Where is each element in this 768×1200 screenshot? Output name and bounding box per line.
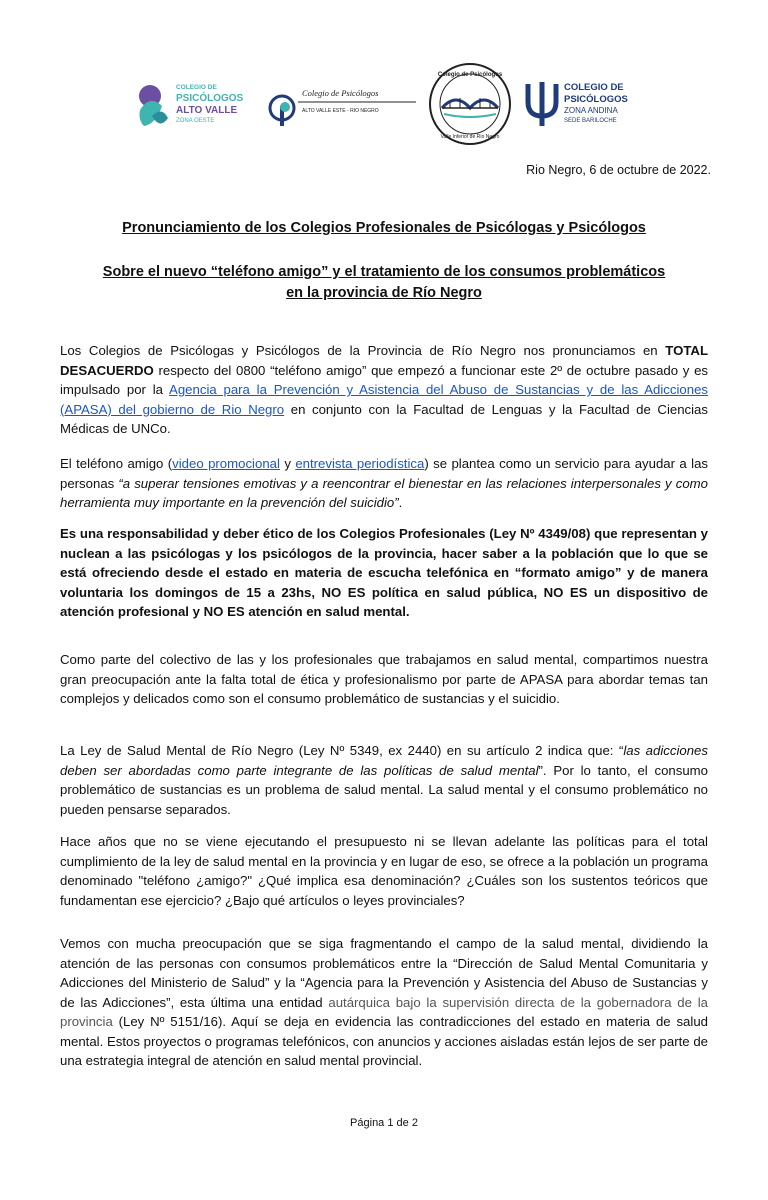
subtitle-line2: en la provincia de Río Negro — [286, 285, 482, 302]
p5-quote: las adicciones deben ser abordadas como parte integrante de las políticas de salud mental — [60, 743, 708, 778]
p1-text-d: en conjunto con la Facultad de Lenguas y la Facultad de Ciencias Médicas de UNCo. — [60, 401, 708, 437]
paragraph-3-bold: Es una responsabilidad y deber ético de los Colegios Profesionales (Ley Nº 4349/08) que representan y nuclean a las psicólogas y los psicólogos de la provincia, hacer saber a la población que lo que se está ofreciendo desde el estado en materia de escucha telefónica en “formato amigo” y de manera voluntaria los domingos de 15 a 23hs, NO ES política en salud pública, NO ES un dispositivo de atención profesional y NO ES atención en salud mental. — [60, 526, 708, 620]
p2-text-b: y — [279, 456, 296, 471]
logo1-line4: ZONA OESTE — [176, 118, 215, 124]
p1-text-a: Los Colegios de Psicólogas y Psicólogos de la Provincia de Río Negro nos pronunciamos en — [60, 343, 666, 358]
document-date: Rio Negro, 6 de octubre de 2022. — [526, 163, 711, 177]
logo2-line1: Colegio de Psicólogos — [302, 88, 379, 98]
logo-bar — [136, 62, 646, 152]
p2-text-a: El teléfono amigo ( — [60, 456, 173, 471]
document-title: Pronunciamiento de los Colegios Profesionales de Psicólogas y Psicólogos — [122, 220, 646, 236]
logo4-line2: PSICÓLOGOS — [564, 94, 628, 105]
logo3-top: Colegio de Psicólogos — [437, 72, 503, 78]
paragraph-2 — [60, 454, 708, 513]
logo1-line1: COLEGIO DE — [176, 84, 217, 91]
entrevista-periodistica-link[interactable]: entrevista periodística — [295, 456, 425, 471]
logo1-line2: PSICÓLOGOS — [176, 93, 244, 104]
subtitle-line1: Sobre el nuevo “teléfono amigo” y el tratamiento de los consumos problemáticos — [102, 264, 666, 280]
colegio-zona-andina-logo — [522, 76, 652, 134]
paragraph-6: Hace años que no se viene ejecutando el presupuesto ni se llevan adelante las políticas para el total cumplimiento de la ley de salud mental en la provincia y en lugar de eso, se ofrece a la población un programa denominado "teléfono ¿amigo?" ¿Qué implica esa denominación? ¿Cuáles son los sustentos teóricos que fundamentan ese ejercicio? ¿Bajo qué artículos o leyes provinciales? — [60, 834, 708, 908]
logo4-line3: ZONA ANDINA — [564, 106, 618, 115]
apasa-link[interactable]: Agencia para la Prevención y Asistencia del Abuso de Sustancias y de las Adicciones (APASA) del gobierno de Rio Negro — [60, 382, 709, 417]
p5-text-b: ”. Por lo tanto, el consumo problemático de sustancias es un problema de salud mental. La salud mental y el consumo problemático no pueden pensarse separados. — [60, 762, 708, 817]
p2-text-c: ) se plantea como un servicio para ayudar a las personas — [60, 456, 708, 491]
p2-text-d: . — [398, 495, 403, 511]
page-number: Página 1 de 2 — [350, 1117, 418, 1129]
paragraph-1 — [60, 341, 708, 439]
colegio-valle-inferior-seal — [428, 62, 512, 146]
paragraph-4: Como parte del colectivo de las y los profesionales que trabajamos en salud mental, compartimos nuestra gran preocupación ante la falta total de ética y profesionalismo por parte de APASA para abordar temas tan complejos y delicados como son el consumo problemático de sustancias y el suicidio. — [60, 652, 708, 707]
paragraph-7 — [60, 934, 708, 1071]
p2-quote: “a superar tensiones emotivas y a reencontrar el bienestar en las relaciones interpersonales y como herramienta muy importante en la prevención del suicidio” — [60, 475, 708, 511]
p5-text-a: La Ley de Salud Mental de Río Negro (Ley Nº 5349, ex 2440) en su artículo 2 indica que: “ — [60, 743, 624, 758]
p7-gray-text: autárquica bajo la supervisión directa de la gobernadora de la provincia — [60, 994, 708, 1030]
p7-text-a: Vemos con mucha preocupación que se siga fragmentando el campo de la salud mental, dividiendo la atención de las personas con consumos problemáticos entre la “Dirección de Salud Mental Comunitaria y Adicciones del Ministerio de Salud” y la “Agencia para la Prevención y Asistencia del Abuso de Sustancias y de las Adicciones”, esta última una entidad — [60, 936, 708, 1010]
document-subtitle — [60, 262, 708, 304]
logo4-line4: SEDE BARILOCHE — [564, 118, 617, 124]
colegio-alto-valle-este-logo — [268, 76, 418, 132]
p7-text-b: (Ley Nº 5151/16). Aquí se deja en evidencia las contradicciones del estado en materia de salud mental. Estos proyectos o programas telefónicos, con anuncios y acciones aisladas están lejos de ser parte de una estrategia integral de atención en salud mental provincial. — [60, 1014, 708, 1069]
video-promocional-link[interactable]: video promocional — [172, 456, 280, 471]
paragraph-5 — [60, 741, 708, 819]
logo4-line1: COLEGIO DE — [564, 82, 624, 93]
p1-bold: TOTAL DESACUERDO — [60, 343, 708, 378]
logo2-line2: ALTO VALLE ESTE - RIO NEGRO — [302, 108, 379, 114]
p1-text-c: respecto del 0800 “teléfono amigo” que empezó a funcionar este 2º de octubre pasado y es impulsado por la — [60, 362, 708, 398]
colegio-alto-valle-oeste-logo — [136, 76, 258, 132]
logo1-line3: ALTO VALLE — [176, 105, 238, 116]
logo3-bottom: Valle Inferior de Río Negro — [440, 134, 500, 140]
